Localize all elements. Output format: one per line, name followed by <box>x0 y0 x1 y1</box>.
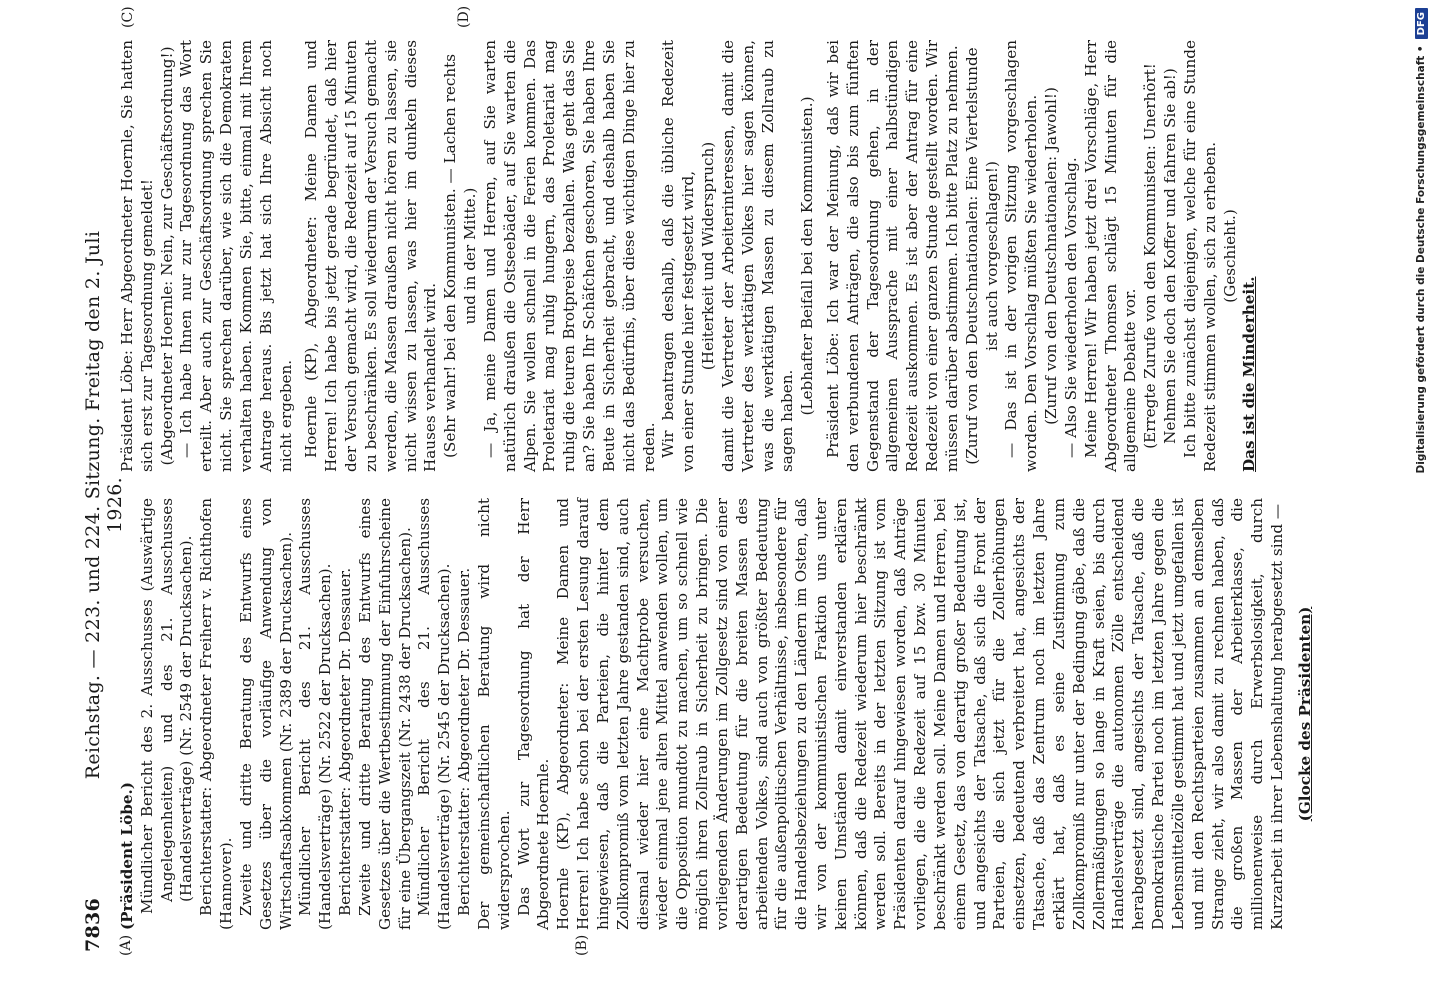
paragraph: Mündlicher Bericht des 21. Ausschusses (Handelsverträge) (Nr. 2545 der Drucksachen). <box>415 498 454 930</box>
paragraph: (Abgeordneter Hoernle: Nein, zur Geschäftsordnung!) <box>157 46 176 466</box>
paragraph: (Präsident Löbe.) <box>118 782 136 930</box>
footer-text: Digitalisierung gefördert durch die Deutsche Forschungsgemeinschaft • <box>1415 45 1427 474</box>
paragraph: Zweite und dritte Beratung des Entwurfs eines Gesetzes über die Wertbestimmung der Einfuhrscheine für eine Übergangszeit (Nr. 2438 der Drucksachen). <box>355 498 414 930</box>
paragraph: Berichterstatter: Abgeordneter Dr. Dessauer. <box>336 567 355 916</box>
paragraph: Wir beantragen deshalb, daß die übliche Redezeit von einer Stunde hier festgesetzt wird, <box>659 40 698 472</box>
text-columns <box>118 5 1318 960</box>
paragraph: Ich bitte zunächst diejenigen, welche für eine Stunde Redezeit stimmen wollen, sich zu erheben. <box>1180 40 1219 472</box>
digitization-footer <box>1414 8 1428 994</box>
paragraph: (Lebhafter Beifall bei den Kommunisten.) <box>798 96 817 416</box>
margin-marker-c: (C) <box>120 6 136 28</box>
paragraph: Berichterstatter: Abgeordneter Dr. Dessauer. <box>455 567 474 916</box>
margin-marker-d: (D) <box>456 5 472 28</box>
paragraph: — Das ist in der vorigen Sitzung vorgeschlagen worden. Den Vorschlag müßten Sie wiederholen. <box>1002 40 1041 472</box>
paragraph: (Zuruf von den Deutschnationalen: Jawohl!) <box>1042 87 1061 425</box>
paragraph: (Heiterkeit und Widerspruch) <box>699 141 718 371</box>
paragraph: (Geschieht.) <box>1220 209 1239 303</box>
paragraph: Mündlicher Bericht des 21. Ausschusses (Handelsverträge) (Nr. 2522 der Drucksachen). <box>296 498 335 930</box>
margin-marker-a: (A) <box>118 934 134 956</box>
page-header <box>74 40 126 960</box>
paragraph: Präsident Löbe: Herr Abgeordneter Hoernle, Sie hatten sich erst zur Tagesordnung gemeldet! <box>118 40 156 472</box>
paragraph: (Glocke des Präsidenten) <box>1295 606 1314 822</box>
margin-marker-b: (B) <box>574 934 590 956</box>
paragraph: damit die Vertreter der Arbeiterinteressen, damit die Vertreter des werktätigen Volkes hier sagen können, was die werktätigen Massen zu diesem Zollraub zu sagen haben. <box>718 40 797 472</box>
paragraph: Präsident Löbe: Ich war der Meinung, daß wir bei den verbundenen Anträgen, die also bis zum fünften Gegenstand der Tagesordnung gehen, in der allgemeinen Aussprache mit einer halbstündigen Redezeit auskommen. Es ist aber der Antrag für eine Redezeit von einer ganzen Stunde gestellt worden. Wir müssen darüber abstimmen. Ich bitte Platz zu nehmen. <box>823 40 961 472</box>
right-column <box>118 40 1260 472</box>
paragraph: Hoernle (KP), Abgeordneter: Meine Damen und Herren! Ich habe bis jetzt gerade begründet, daß hier der Versuch gemacht wird, die Redezeit auf 15 Minuten zu beschränken. Es soll wiederum der Versuch gemacht werden, die Massen draußen nicht hören zu lassen, sie nicht wissen zu lassen, was hier im dunkeln dieses Hauses verhandelt wird. <box>302 39 440 472</box>
running-title: Reichstag. — 223. und 224. Sitzung. Freitag den 2. Juli 1926. <box>82 230 126 780</box>
paragraph: Hoernle (KP), Abgeordneter: Meine Damen und Herren! Ich habe schon bei der ersten Lesung darauf hingewiesen, daß die Parteien, die hinter dem Zollkompromiß vom letzten Jahre gestanden sind, auch diesmal wieder hier eine Machtprobe versuchen, wieder einmal jene alten Mittel anwenden wollen, um die Opposition mundtot zu machen, um so schnell wie möglich ihren Zollraub in Sicherheit zu bringen. Die vorliegenden Änderungen im Zollgesetz sind von einer derartigen Bedeutung für die breiten Massen des arbeitenden Volkes, sind auch von größter Bedeutung für die außenpolitischen Verhältnisse, insbesondere für die Handelsbeziehungen zu den Ländern im Osten, daß wir von der kommunistischen Fraktion uns unter keinen Umständen damit einverstanden erklären können, daß die Redezeit wiederum hier beschränkt werden soll. Bereits in der letzten Sitzung ist vom Präsidenten darauf hingewiesen worden, daß Anträge vorliegen, die die Redezeit auf 15 bzw. 30 Minuten beschränkt werden soll. Meine Damen und Herren, bei einem Gesetz, das von derartig großer Bedeutung ist, und angesichts der Tatsache, daß sich die Front der Parteien, die sich jetzt für die Zollerhöhungen einsetzen, bedeutend verbreitert hat, angesichts der Tatsache, daß das Zentrum noch im letzten Jahre erklärt hat, daß es seine Zustimmung zum Zollkompromiß nur unter der Bedingung gäbe, daß die Zollermäßigungen so lange in Kraft seien, bis durch Handelsverträge die autonomen Zölle entscheidend herabgesetzt sind, angesichts der Tatsache, daß die Demokratische Partei noch im letzten Jahre gegen die Lebensmittelzölle gestimmt hat und jetzt umgefallen ist und mit den Rechtsparteien zusammen an demselben Strange zieht, wir also damit zu rechnen haben, daß die großen Massen der Arbeiterklasse, die millionenweise durch Erwerbslosigkeit, durch Kurzarbeit in ihrer Lebenshaltung herabgesetzt sind — <box>554 498 1287 930</box>
paragraph: Zweite und dritte Beratung des Entwurfs eines Gesetzes über die vorläufige Anwendung von Wirtschaftsabkommen (Nr. 2389 der Drucksachen). <box>236 498 295 930</box>
paragraph: Das Wort zur Tagesordnung hat der Herr Abgeordnete Hoernle. <box>514 498 553 930</box>
paragraph: Das ist die Minderheit. <box>1240 276 1259 472</box>
paragraph: (Erregte Zurufe von den Kommunisten: Unerhört! Nehmen Sie doch den Koffer und fahren Sie ab!) <box>1141 63 1180 449</box>
paragraph: Der gemeinschaftlichen Beratung wird nicht widersprochen. <box>474 498 513 930</box>
paragraph: — Ich habe Ihnen nur zur Tagesordnung das Wort erteilt. Aber auch zur Geschäftsordnung sprechen Sie nicht. Sie sprechen darüber, wie sich die Demokraten verhalten haben. Kommen Sie, bitte, einmal mit Ihrem Antrage heraus. Bis jetzt hat sich Ihre Absicht noch nicht ergeben. <box>177 40 295 472</box>
paragraph: (Zuruf von den Deutschnationalen: Eine Viertelstunde ist auch vorgeschlagen!) <box>962 47 1001 465</box>
paragraph: Berichterstatter: Abgeordneter Freiherr v. Richthofen (Hannover). <box>197 498 236 930</box>
dfg-logo: DFG <box>1415 8 1428 39</box>
left-column <box>118 498 1316 930</box>
paragraph: Mündlicher Bericht des 2. Ausschusses (Auswärtige Angelegenheiten) und des 21. Ausschusses (Handelsverträge) (Nr. 2549 der Drucksachen). <box>137 498 196 914</box>
paragraph: — Ja, meine Damen und Herren, auf Sie warten natürlich draußen die Ostseebäder, auf Sie warten die Alpen. Sie wollen schnell in die Ferien kommen. Das Proletariat mag ruhig hungern, das Proletariat mag ruhig die teuren Brotpreise bezahlen. Was geht das Sie an? Sie haben Ihr Schäfchen geschoren, Sie haben Ihre Beute in Sicherheit gebracht, und deshalb haben Sie nicht das Bedürfnis, über diese wichtigen Dinge hier zu reden. <box>480 40 658 472</box>
paragraph: (Sehr wahr! bei den Kommunisten. — Lachen rechts und in der Mitte.) <box>441 53 480 459</box>
paragraph: — Also Sie wiederholen den Vorschlag. <box>1061 157 1080 458</box>
page-number: 7836 <box>82 897 104 952</box>
paragraph: Meine Herren! Wir haben jetzt drei Vorschläge, Herr Abgeordneter Thomsen schlägt 15 Minuten für die allgemeine Debatte vor. <box>1081 40 1140 472</box>
